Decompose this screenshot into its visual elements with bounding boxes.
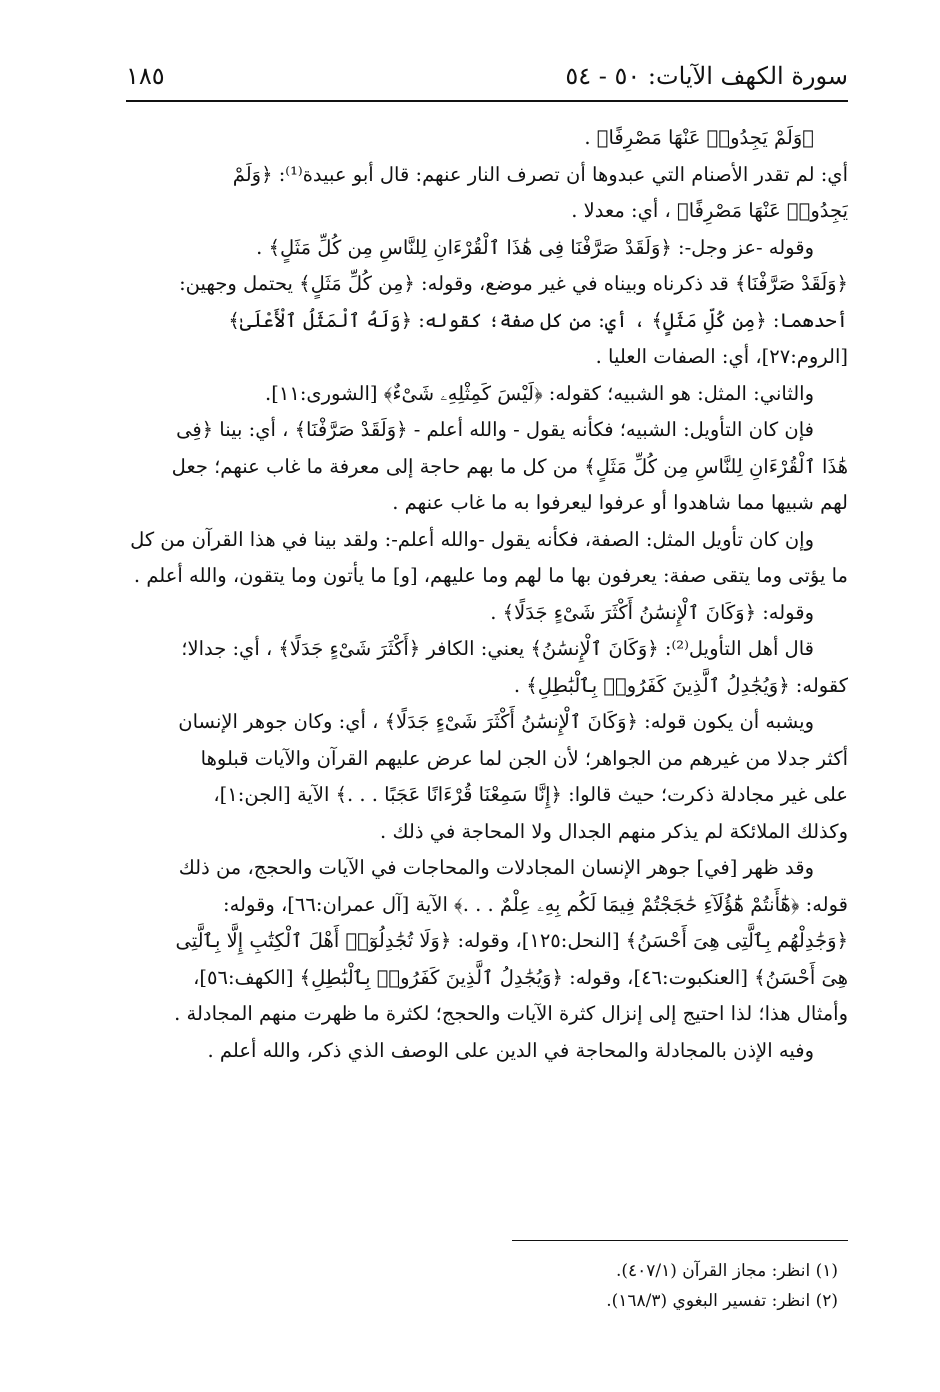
header-rule bbox=[126, 100, 848, 102]
footnote-1: (١) انظر: مجاز القرآن (٤٠٧/١). bbox=[615, 1261, 838, 1281]
footnotes bbox=[126, 1256, 838, 1316]
text-line: ﴿وَجَٰدِلْهُم بِٱلَّتِى هِىَ أَحْسَنُ﴾ [النحل:١٢٥]، وقوله: ﴿وَلَا تُجَٰدِلُوٓا۟ أَهْلَ ٱلْكِتَٰبِ إِلَّا بِٱلَّتِى bbox=[175, 929, 848, 952]
text-line: ما يؤتى وما يتقى صفة: يعرفون بها ما لهم وما عليهم، [و] ما يأتون وما يتقون، والله أعلم . bbox=[133, 564, 848, 587]
footnote-separator bbox=[512, 1240, 848, 1241]
text-line: أي: لم تقدر الأصنام التي عبدوها أن تصرف النار عنهم: قال أبو عبيدة⁽¹⁾: ﴿وَلَمْ bbox=[232, 162, 848, 186]
text-line: يَجِدُوا۟ عَنْهَا مَصْرِفًا﴾ ، أي: معدلا . bbox=[571, 199, 848, 222]
text-line: قال أهل التأويل⁽²⁾: ﴿وَكَانَ ٱلْإِنسَٰنُ﴾ يعني: الكافر ﴿أَكْثَرَ شَىْءٍ جَدَلًا﴾ ، أي: جدالا؛ bbox=[181, 637, 814, 660]
text-line: ﴿وَلَمْ يَجِدُوا۟ عَنْهَا مَصْرِفًا﴾ . bbox=[584, 126, 814, 149]
text-line: كقوله: ﴿وَيُجَٰدِلُ ٱلَّذِينَ كَفَرُوا۟ بِٱلْبَٰطِلِ﴾ . bbox=[513, 673, 848, 697]
page-header bbox=[126, 60, 848, 100]
text-line: [الروم:٢٧]، أي: الصفات العليا . bbox=[595, 345, 848, 368]
text-line: على غير مجادلة ذكرت؛ حيث قالوا: ﴿إِنَّا سَمِعْنَا قُرْءَانًا عَجَبًا . . .﴾ الآية [الجن:١]، bbox=[213, 783, 848, 806]
text-line: أكثر جدلا من غيرهم من الجواهر؛ لأن الجن لما عرض عليهم القرآن والآيات قبلوها bbox=[200, 746, 848, 770]
text-line: هَٰذَا ٱلْقُرْءَانِ لِلنَّاسِ مِن كُلِّ مَثَلٍ﴾ من كل ما بهم حاجة إلى معرفة ما غاب عنهم؛ جعل bbox=[171, 454, 848, 478]
text-line: فإن كان التأويل: الشبيه؛ فكأنه يقول - والله أعلم - ﴿وَلَقَدْ صَرَّفْنَا﴾ ، أي: بينا ﴿فِى bbox=[176, 418, 814, 441]
text-line: قوله: ﴿هَٰٓأَنتُمْ هَٰٓؤُلَآءِ حَٰجَجْتُمْ فِيمَا لَكُم بِهِۦ عِلْمٌ . . .﴾ الآية [آل عمران:٦٦]، وقوله: bbox=[223, 892, 848, 916]
page-number: ١٨٥ bbox=[126, 62, 165, 90]
body-text bbox=[126, 120, 848, 1069]
text-line: هِىَ أَحْسَنُ﴾ [العنكبوت:٤٦]، وقوله: ﴿وَيُجَٰدِلُ ٱلَّذِينَ كَفَرُوا۟ بِٱلْبَٰطِلِ﴾ [الكهف:٥٦]، bbox=[193, 965, 848, 989]
text-line: وكذلك الملائكة لم يذكر منهم الجدال ولا المحاجة في ذلك . bbox=[380, 819, 848, 843]
footnote-2: (٢) انظر: تفسير البغوي (١٦٨/٣). bbox=[606, 1291, 838, 1311]
text-line: وقوله: ﴿وَكَانَ ٱلْإِنسَٰنُ أَكْثَرَ شَىْءٍ جَدَلًا﴾ . bbox=[490, 600, 814, 624]
text-line: ويشبه أن يكون قوله: ﴿وَكَانَ ٱلْإِنسَٰنُ أَكْثَرَ شَىْءٍ جَدَلًا﴾ ، أي: وكان جوهر الإنسان bbox=[178, 710, 814, 733]
text-line: لهم شبيها مما شاهدوا أو عرفوا ليعرفوا به ما غاب عنهم . bbox=[392, 491, 848, 514]
text-line: وإن كان تأويل المثل: الصفة، فكأنه يقول -والله أعلم-: ولقد بينا في هذا القرآن من كل bbox=[130, 527, 814, 551]
text-line: والثاني: المثل: هو الشبيه؛ كقوله: ﴿لَيْسَ كَمِثْلِهِۦ شَىْءٌ﴾ [الشورى:١١]. bbox=[265, 381, 814, 405]
text-line: أحدهما: ﴿مِن كُلِّ مَثَلٍ﴾ ، أي: من كل صفة؛ كقوله: ﴿وَلَهُ ٱلْمَثَلُ ٱلْأَعْلَىٰ﴾ bbox=[228, 308, 848, 332]
text-line: وقوله -عز وجل-: ﴿وَلَقَدْ صَرَّفْنَا فِى هَٰذَا ٱلْقُرْءَانِ لِلنَّاسِ مِن كُلِّ مَثَلٍ﴾ . bbox=[256, 235, 814, 259]
text-line: وفيه الإذن بالمجادلة والمحاجة في الدين على الوصف الذي ذكر، والله أعلم . bbox=[207, 1038, 814, 1062]
text-line: وأمثال هذا؛ لذا احتيج إلى إنزال كثرة الآيات والحجج؛ لكثرة ما ظهرت منهم المجادلة . bbox=[174, 1002, 848, 1025]
text-line: ﴿وَلَقَدْ صَرَّفْنَا﴾ قد ذكرناه وبيناه في غير موضع، وقوله: ﴿مِن كُلِّ مَثَلٍ﴾ يحتمل وجهين: bbox=[179, 272, 848, 295]
text-line: وقد ظهر [في] جوهر الإنسان المجادلات والمحاجات في الآيات والحجج، من ذلك bbox=[178, 856, 814, 879]
running-title: سورة الكهف الآيات: ٥٠ - ٥٤ bbox=[565, 62, 848, 90]
